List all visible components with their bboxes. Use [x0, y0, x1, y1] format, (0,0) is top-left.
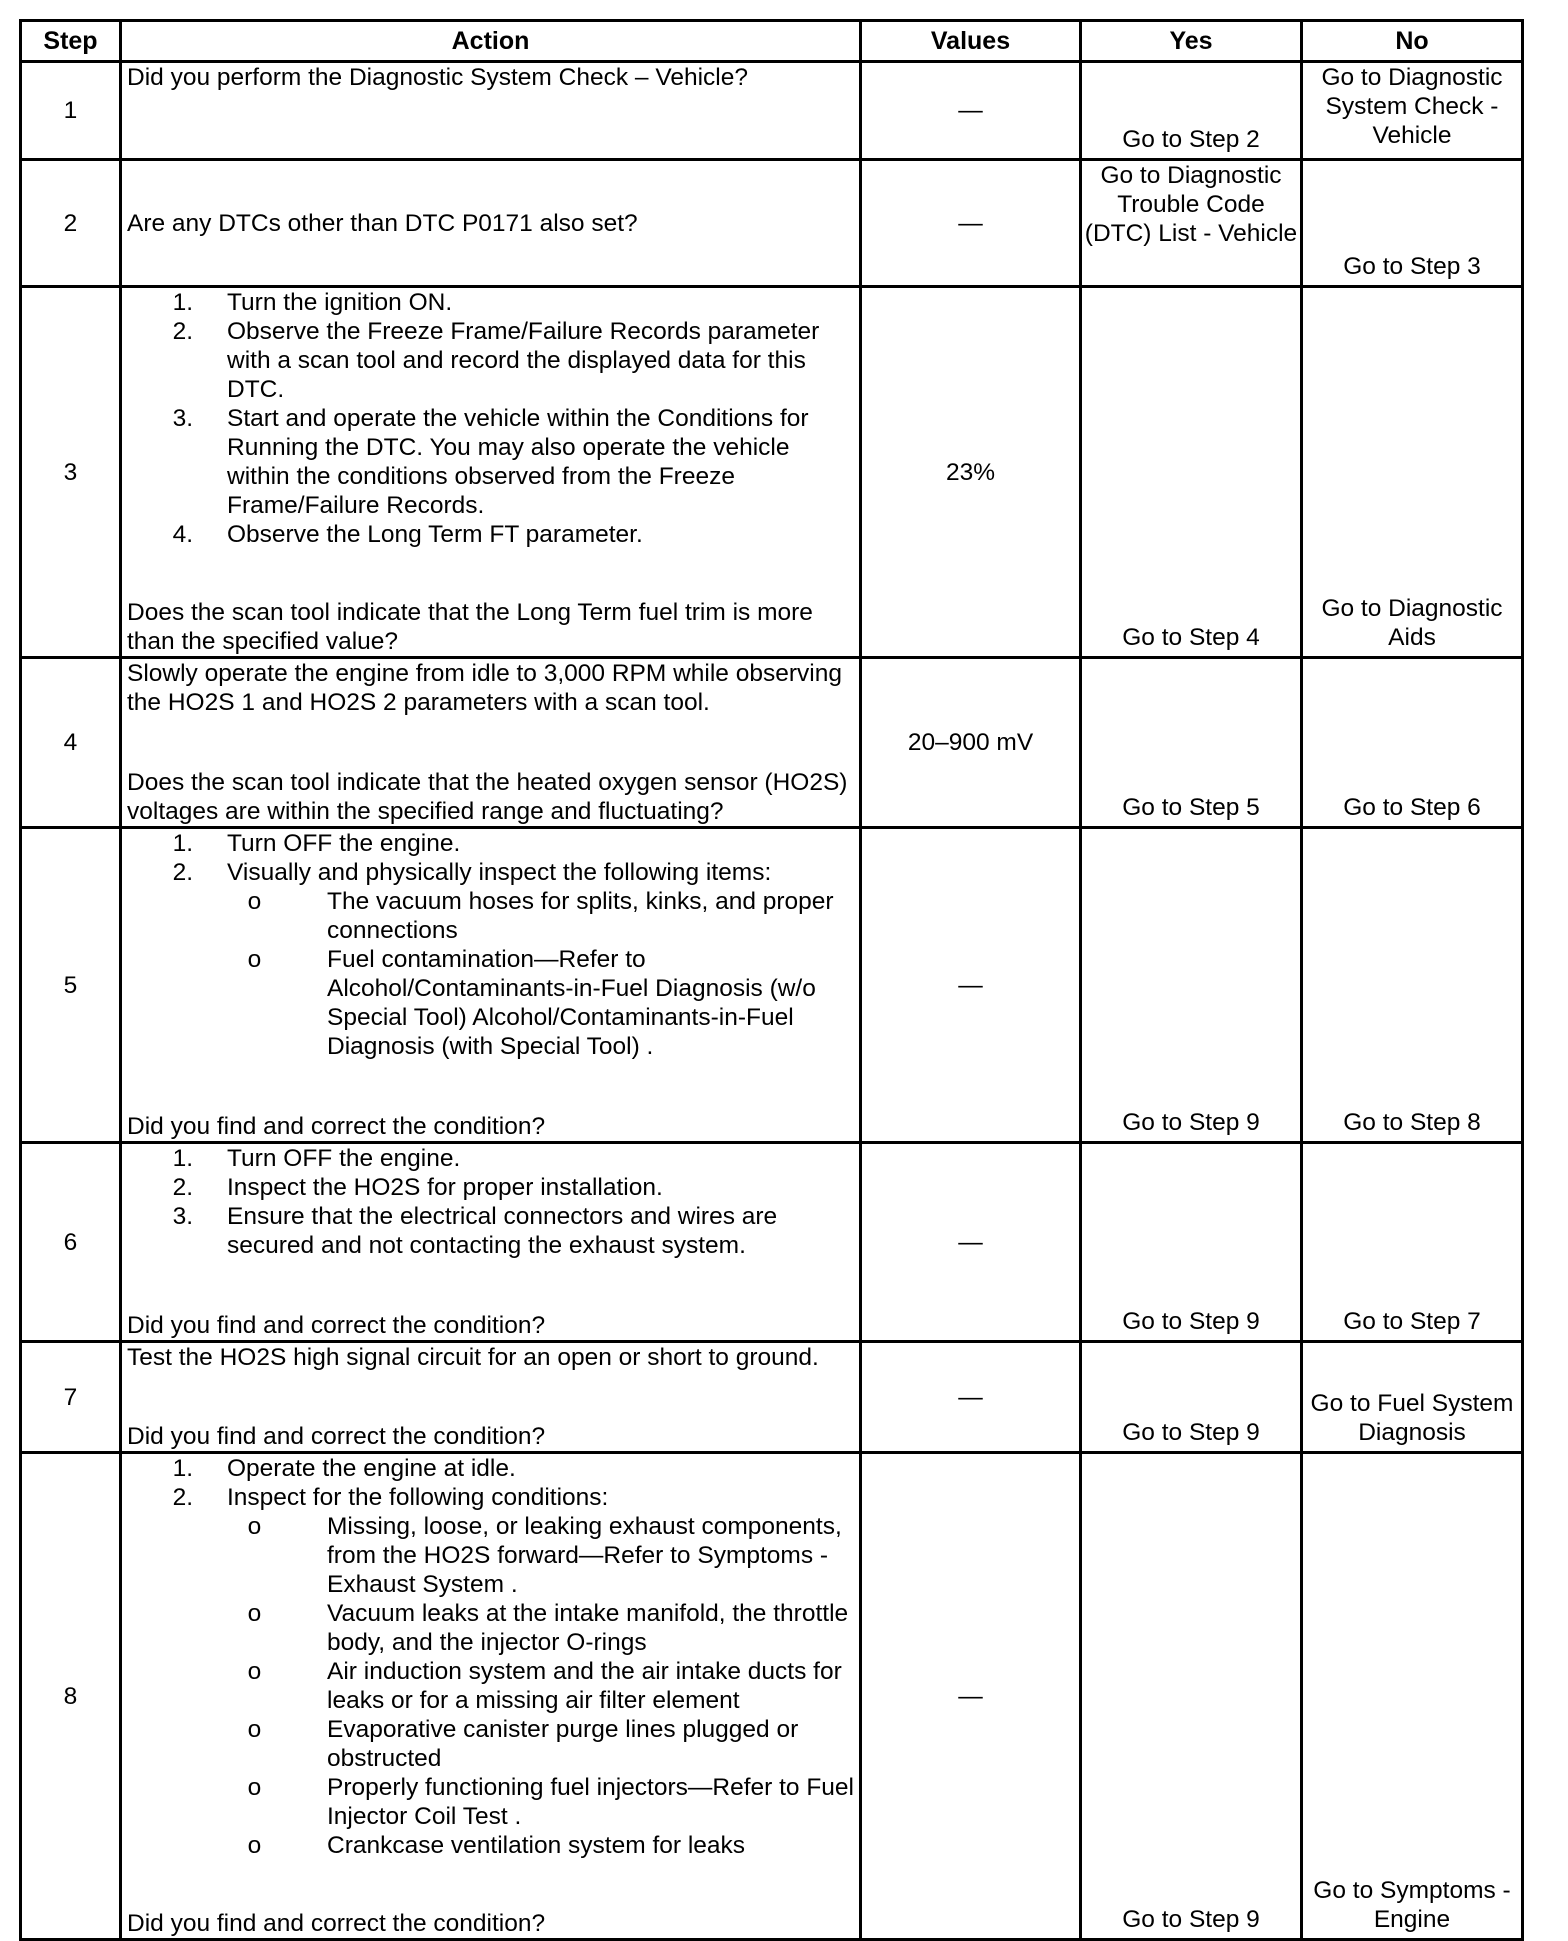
list-item: o Air induction system and the air intake ducts for leaks or for a missing air filter element	[247, 1658, 842, 1714]
action-cell	[121, 658, 861, 828]
action-intro: Test the HO2S high signal circuit for an open or short to ground.	[127, 1344, 819, 1371]
value-cell: —	[861, 160, 1081, 287]
action-question: Does the scan tool indicate that the Long Term fuel trim is more than the specified value?	[127, 599, 820, 655]
value-cell: —	[861, 1143, 1081, 1342]
list-item: o The vacuum hoses for splits, kinks, and proper connections	[247, 888, 834, 944]
yes-link[interactable]: Go to Step 2	[1081, 62, 1302, 160]
procedure-list	[127, 288, 855, 549]
list-item: 3. Ensure that the electrical connectors and wires are secured and not contacting the exhaust system.	[172, 1203, 778, 1259]
action-question: Did you perform the Diagnostic System Check – Vehicle?	[127, 64, 748, 91]
header-no: No	[1302, 21, 1523, 62]
action-question: Did you find and correct the condition?	[127, 1910, 546, 1937]
inspection-list	[127, 1512, 855, 1860]
inspection-list	[127, 887, 855, 1061]
value-cell: 20–900 mV	[861, 658, 1081, 828]
list-item: 1. Turn OFF the engine.	[172, 830, 461, 857]
value-cell: —	[861, 1342, 1081, 1453]
table-row	[21, 1143, 1523, 1342]
action-question: Did you find and correct the condition?	[127, 1423, 546, 1450]
step-number: 1	[21, 62, 121, 160]
list-item: 1. Turn the ignition ON.	[172, 289, 453, 316]
no-link[interactable]: Go to Step 6	[1302, 658, 1523, 828]
yes-link[interactable]: Go to Step 5	[1081, 658, 1302, 828]
step-number: 3	[21, 287, 121, 658]
action-question: Does the scan tool indicate that the heated oxygen sensor (HO2S) voltages are within the specified range and fluctuating?	[127, 769, 855, 825]
yes-link[interactable]: Go to Step 9	[1081, 828, 1302, 1143]
action-question: Did you find and correct the condition?	[127, 1312, 546, 1339]
header-row	[21, 21, 1523, 62]
action-question: Are any DTCs other than DTC P0171 also set?	[127, 209, 638, 237]
table-row	[21, 1453, 1523, 1940]
list-item: 1. Turn OFF the engine.	[172, 1145, 461, 1172]
action-cell	[121, 1342, 861, 1453]
action-cell	[121, 1453, 861, 1940]
action-intro: Slowly operate the engine from idle to 3,000 RPM while observing the HO2S 1 and HO2S 2 parameters with a scan tool.	[127, 660, 849, 716]
list-item: o Evaporative canister purge lines plugged or obstructed	[247, 1716, 799, 1772]
no-link[interactable]: Go to Symptoms - Engine	[1302, 1453, 1523, 1940]
step-number: 8	[21, 1453, 121, 1940]
no-link[interactable]: Go to Diagnostic Aids	[1302, 287, 1523, 658]
table-row	[21, 62, 1523, 160]
list-item: o Fuel contamination—Refer to Alcohol/Contaminants-in-Fuel Diagnosis (w/o Special Tool) Alcohol/Contaminants-in-Fuel Diagnosis (with Special Tool) .	[247, 946, 816, 1060]
action-cell	[121, 828, 861, 1143]
no-link[interactable]: Go to Step 3	[1302, 160, 1523, 287]
value-cell: —	[861, 62, 1081, 160]
list-item: o Properly functioning fuel injectors—Refer to Fuel Injector Coil Test .	[247, 1774, 855, 1830]
value-cell: —	[861, 828, 1081, 1143]
step-number: 4	[21, 658, 121, 828]
step-number: 6	[21, 1143, 121, 1342]
no-link[interactable]: Go to Step 8	[1302, 828, 1523, 1143]
procedure-list	[127, 829, 855, 887]
no-link[interactable]: Go to Diagnostic System Check - Vehicle	[1302, 62, 1523, 160]
yes-link[interactable]: Go to Step 9	[1081, 1143, 1302, 1342]
yes-link[interactable]: Go to Step 9	[1081, 1342, 1302, 1453]
list-item: 2. Inspect for the following conditions:	[172, 1484, 609, 1511]
yes-link[interactable]: Go to Diagnostic Trouble Code (DTC) List - Vehicle	[1081, 160, 1302, 287]
step-number: 5	[21, 828, 121, 1143]
list-item: o Vacuum leaks at the intake manifold, the throttle body, and the injector O-rings	[247, 1600, 849, 1656]
action-cell	[121, 287, 861, 658]
list-item: 1. Operate the engine at idle.	[172, 1455, 516, 1482]
value-cell: —	[861, 1453, 1081, 1940]
table-row	[21, 160, 1523, 287]
table-row	[21, 1342, 1523, 1453]
header-action: Action	[121, 21, 861, 62]
table-row	[21, 287, 1523, 658]
no-link[interactable]: Go to Fuel System Diagnosis	[1302, 1342, 1523, 1453]
step-number: 2	[21, 160, 121, 287]
header-yes: Yes	[1081, 21, 1302, 62]
action-question: Did you find and correct the condition?	[127, 1113, 546, 1140]
procedure-list	[127, 1454, 855, 1512]
no-link[interactable]: Go to Step 7	[1302, 1143, 1523, 1342]
step-number: 7	[21, 1342, 121, 1453]
yes-link[interactable]: Go to Step 4	[1081, 287, 1302, 658]
diagnostic-table	[19, 19, 1524, 1941]
table-row	[21, 828, 1523, 1143]
action-cell	[121, 1143, 861, 1342]
value-cell: 23%	[861, 287, 1081, 658]
list-item: 2. Observe the Freeze Frame/Failure Records parameter with a scan tool and record the displayed data for this DTC.	[172, 318, 820, 403]
action-cell	[121, 62, 861, 160]
list-item: 4. Observe the Long Term FT parameter.	[172, 521, 643, 548]
list-item: 2. Inspect the HO2S for proper installation.	[172, 1174, 663, 1201]
procedure-list	[127, 1144, 855, 1260]
list-item: 2. Visually and physically inspect the following items:	[172, 859, 772, 886]
list-item: o Crankcase ventilation system for leaks	[247, 1832, 746, 1859]
list-item: o Missing, loose, or leaking exhaust components, from the HO2S forward—Refer to Symptoms - Exhaust System .	[247, 1513, 842, 1598]
action-cell	[121, 160, 861, 287]
header-step: Step	[21, 21, 121, 62]
yes-link[interactable]: Go to Step 9	[1081, 1453, 1302, 1940]
header-values: Values	[861, 21, 1081, 62]
table-row	[21, 658, 1523, 828]
list-item: 3. Start and operate the vehicle within the Conditions for Running the DTC. You may also operate the vehicle within the conditions observed from the Freeze Frame/Failure Records.	[172, 405, 809, 519]
